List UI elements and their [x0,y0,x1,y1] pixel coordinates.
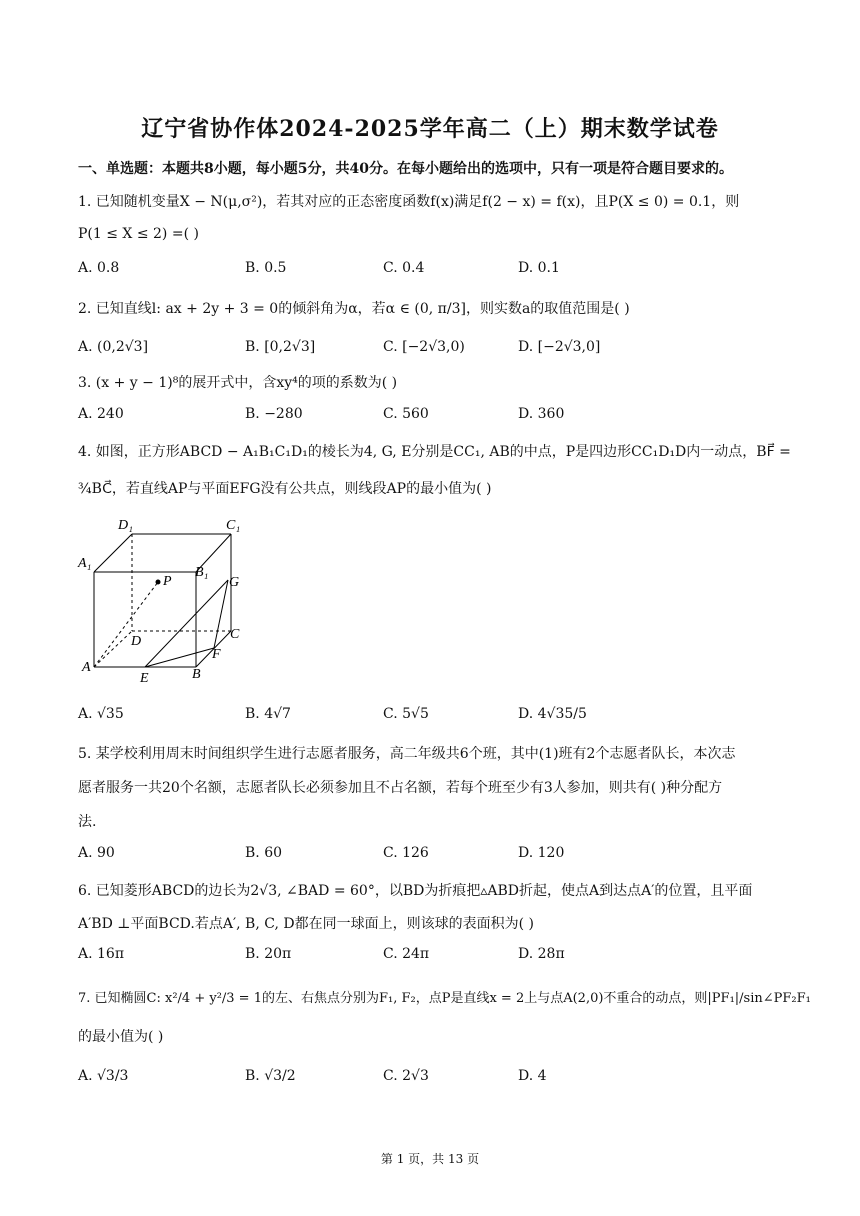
label-E: E [140,671,149,686]
edge-EF [145,648,214,667]
q3-option-b: B. −280 [245,406,303,422]
label-B1: B₁ [195,565,209,580]
q1-option-d: D. 0.1 [518,260,560,276]
q4-line-1: 4. 如图，正方形ABCD − A₁B₁C₁D₁的棱长为4, G, E分别是CC₁, AB的中点，P是四边形CC₁D₁D内一动点，BF⃗ = [78,444,791,460]
q5-option-d: D. 120 [518,845,565,861]
q4-line-2: ¾BC⃗，若直线AP与平面EFG没有公共点，则线段AP的最小值为( ) [78,481,492,497]
q6-option-d: D. 28π [518,946,565,962]
q6-line-1: 6. 已知菱形ABCD的边长为2√3, ∠BAD = 60°，以BD为折痕把▵ABD折起，使点A到达点A′的位置，且平面 [78,883,753,899]
label-D1: D₁ [118,518,133,533]
q2-option-d: D. [−2√3,0] [518,339,601,355]
q5-option-b: B. 60 [245,845,283,861]
q6-option-b: B. 20π [245,946,292,962]
q3-line-1: 3. (x + y − 1)⁸的展开式中，含xy⁴的项的系数为( ) [78,375,398,391]
q6-line-2: A′BD ⊥平面BCD.若点A′, B, C, D都在同一球面上，则该球的表面积为( ) [78,916,534,932]
q3-option-c: C. 560 [383,406,429,422]
q7-option-c: C. 2√3 [383,1068,429,1084]
q2-option-a: A. (0,2√3] [78,339,149,355]
point-P-dot [156,580,161,585]
hidden-edge-AD [94,631,132,667]
label-C1: C₁ [226,518,241,533]
page-footer: 第 1 页，共 13 页 [380,1152,480,1166]
cube-figure [76,512,256,687]
q6-option-a: A. 16π [78,946,125,962]
q7-line-1: 7. 已知椭圆C: x²/4 + y²/3 = 1的左、右焦点分别为F₁, F₂，点P是直线x = 2上与点A(2,0)不重合的动点，则|PF₁|/sin∠PF₂F₁ [78,991,811,1006]
label-D: D [131,634,142,649]
q1-option-b: B. 0.5 [245,260,287,276]
q1-line-1: 1. 已知随机变量X − N(μ,σ²)，若其对应的正态密度函数f(x)满足f(2 − x) = f(x)，且P(X ≤ 0) = 0.1，则 [78,194,740,210]
hidden-segment-AP [94,582,158,667]
label-C: C [230,627,240,642]
q7-line-2: 的最小值为( ) [78,1029,164,1045]
q5-line-3: 法. [78,814,97,830]
q4-option-c: C. 5√5 [383,706,429,722]
q7-option-b: B. √3/2 [245,1068,296,1084]
q1-option-c: C. 0.4 [383,260,425,276]
q4-option-b: B. 4√7 [245,706,291,722]
edge-A1D1 [94,534,132,572]
q4-option-a: A. √35 [78,706,124,722]
label-F: F [212,647,221,662]
label-A: A [82,660,91,675]
q5-option-c: C. 126 [383,845,429,861]
q5-option-a: A. 90 [78,845,115,861]
exam-title: 辽宁省协作体2024-2025学年高二（上）期末数学试卷 [141,116,719,142]
q7-option-a: A. √3/3 [78,1068,129,1084]
edge-FG [214,580,228,648]
q5-line-1: 5. 某学校利用周末时间组织学生进行志愿者服务，高二年级共6个班，其中(1)班有2个志愿者队长，本次志 [78,746,736,762]
section-heading: 一、单选题：本题共8小题，每小题5分，共40分。在每小题给出的选项中，只有一项是符合题目要求的。 [78,161,733,177]
q2-line-1: 2. 已知直线l: ax + 2y + 3 = 0的倾斜角为α，若α ∈ (0, π/3]，则实数a的取值范围是( ) [78,301,630,317]
label-B: B [192,667,201,682]
label-G: G [229,575,240,590]
q2-option-c: C. [−2√3,0) [383,339,465,355]
q2-option-b: B. [0,2√3] [245,339,316,355]
label-P: P [163,574,172,589]
q1-option-a: A. 0.8 [78,260,120,276]
q3-option-a: A. 240 [78,406,124,422]
label-A1: A₁ [78,556,92,571]
q7-option-d: D. 4 [518,1068,547,1084]
q1-line-2: P(1 ≤ X ≤ 2) =( ) [78,226,199,242]
q4-option-d: D. 4√35/5 [518,706,587,722]
q5-line-2: 愿者服务一共20个名额，志愿者队长必须参加且不占名额，若每个班至少有3人参加，则共有( )种分配方 [78,780,723,796]
q3-option-d: D. 360 [518,406,565,422]
q6-option-c: C. 24π [383,946,430,962]
